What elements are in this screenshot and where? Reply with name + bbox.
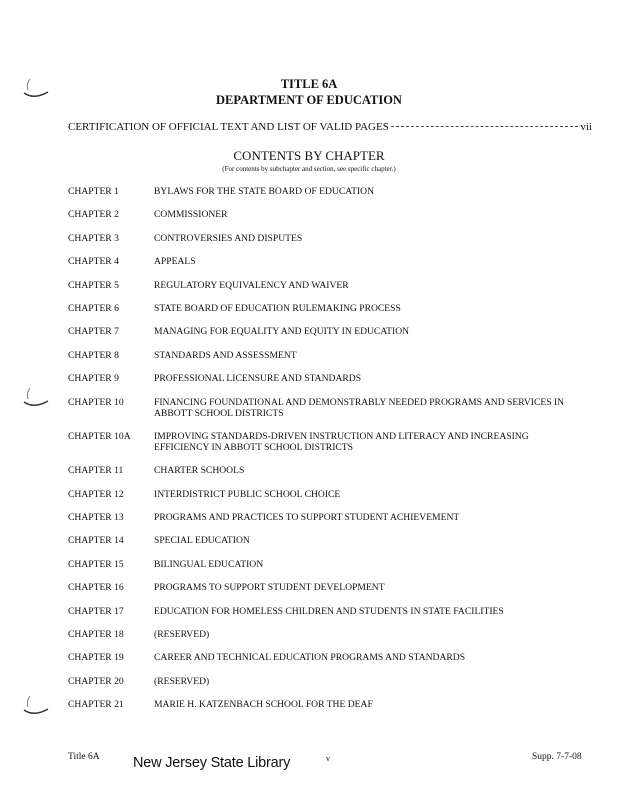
chapter-number: CHAPTER 1 xyxy=(68,186,119,197)
chapter-number: CHAPTER 16 xyxy=(68,582,124,594)
chapter-entry xyxy=(68,186,598,197)
library-stamp: New Jersey State Library xyxy=(133,755,291,771)
chapter-title: MANAGING FOR EQUALITY AND EQUITY IN EDUCATION xyxy=(154,326,410,338)
chapter-title: STATE BOARD OF EDUCATION RULEMAKING PROCESS xyxy=(154,302,401,314)
chapter-title: PROGRAMS TO SUPPORT STUDENT DEVELOPMENT xyxy=(154,582,385,594)
document-subtitle: DEPARTMENT OF EDUCATION xyxy=(216,93,402,107)
binder-hole-mark-icon xyxy=(20,385,50,415)
chapter-number: CHAPTER 13 xyxy=(68,512,124,524)
chapter-title: APPEALS xyxy=(154,256,196,268)
document-title: TITLE 6A xyxy=(280,77,338,91)
chapter-number: CHAPTER 6 xyxy=(68,302,119,314)
supplement-date: Supp. 7-7-08 xyxy=(532,752,582,762)
chapter-title: CONTROVERSIES AND DISPUTES xyxy=(154,232,303,244)
chapter-number: CHAPTER 15 xyxy=(68,558,124,570)
certification-text: CERTIFICATION OF OFFICIAL TEXT AND LIST OF VALID PAGES xyxy=(68,121,389,133)
chapter-entry xyxy=(68,373,598,384)
chapter-entry xyxy=(68,350,598,361)
chapter-number: CHAPTER 11 xyxy=(68,465,124,477)
chapter-entry xyxy=(68,209,598,220)
chapter-number: CHAPTER 10A xyxy=(68,430,131,442)
chapter-title: STANDARDS AND ASSESSMENT xyxy=(154,349,297,361)
chapter-entry xyxy=(68,582,598,593)
chapter-number: CHAPTER 9 xyxy=(68,373,119,385)
chapter-entry xyxy=(68,652,598,663)
certification-entry xyxy=(68,121,592,133)
chapter-number: CHAPTER 18 xyxy=(68,629,124,641)
chapter-number: CHAPTER 3 xyxy=(68,232,119,244)
chapter-title: BYLAWS FOR THE STATE BOARD OF EDUCATION xyxy=(154,186,375,197)
chapter-number: CHAPTER 12 xyxy=(68,488,124,500)
page-number: v xyxy=(326,754,330,763)
chapter-number: CHAPTER 19 xyxy=(68,652,124,664)
chapter-title: BILINGUAL EDUCATION xyxy=(154,558,264,570)
chapter-entry xyxy=(68,233,598,244)
chapter-title: CAREER AND TECHNICAL EDUCATION PROGRAMS AND STANDARDS xyxy=(154,652,466,664)
chapter-entry xyxy=(68,606,598,617)
chapter-title: (RESERVED) xyxy=(154,675,210,687)
chapter-number: CHAPTER 10 xyxy=(68,396,124,408)
chapter-entry xyxy=(68,629,598,640)
chapter-entry xyxy=(68,676,598,687)
chapter-entry xyxy=(68,256,598,267)
chapter-title: INTERDISTRICT PUBLIC SCHOOL CHOICE xyxy=(154,488,341,500)
chapter-entry xyxy=(68,489,598,500)
chapter-title: COMMISSIONER xyxy=(154,209,228,221)
chapter-title: PROGRAMS AND PRACTICES TO SUPPORT STUDENT ACHIEVEMENT xyxy=(154,512,460,524)
chapter-number: CHAPTER 20 xyxy=(68,675,124,687)
chapter-title: (RESERVED) xyxy=(154,629,210,641)
chapter-title: SPECIAL EDUCATION xyxy=(154,535,250,547)
chapter-entry xyxy=(68,559,598,570)
chapter-title: FINANCING FOUNDATIONAL AND DEMONSTRABLY NEEDED PROGRAMS AND SERVICES IN ABBOTT SCHOOL DISTRICTS xyxy=(154,396,565,419)
chapter-entry xyxy=(68,280,598,291)
footer-title: Title 6A xyxy=(68,752,100,762)
chapter-title: REGULATORY EQUIVALENCY AND WAIVER xyxy=(154,279,349,291)
chapter-title: CHARTER SCHOOLS xyxy=(154,465,245,477)
chapter-number: CHAPTER 17 xyxy=(68,605,124,617)
binder-hole-mark-icon xyxy=(20,693,50,723)
chapter-number: CHAPTER 7 xyxy=(68,326,119,338)
chapter-title: EDUCATION FOR HOMELESS CHILDREN AND STUDENTS IN STATE FACILITIES xyxy=(154,605,504,617)
chapter-entry xyxy=(68,397,598,419)
chapter-number: CHAPTER 2 xyxy=(68,209,119,221)
chapter-list xyxy=(68,186,598,723)
chapter-entry xyxy=(68,465,598,476)
contents-heading: CONTENTS BY CHAPTER xyxy=(233,148,385,163)
chapter-number: CHAPTER 8 xyxy=(68,349,119,361)
chapter-number: CHAPTER 4 xyxy=(68,256,119,268)
contents-note: (For contents by subchapter and section, see specific chapter.) xyxy=(222,165,396,173)
chapter-entry xyxy=(68,512,598,523)
chapter-entry xyxy=(68,326,598,337)
chapter-title: PROFESSIONAL LICENSURE AND STANDARDS xyxy=(154,373,362,385)
chapter-number: CHAPTER 5 xyxy=(68,279,119,291)
certification-page-number: vii xyxy=(580,121,592,133)
chapter-entry xyxy=(68,535,598,546)
leader-line xyxy=(391,126,579,127)
chapter-entry xyxy=(68,431,598,453)
chapter-number: CHAPTER 21 xyxy=(68,699,124,711)
chapter-entry xyxy=(68,303,598,314)
chapter-title: MARIE H. KATZENBACH SCHOOL FOR THE DEAF xyxy=(154,699,373,711)
chapter-title: IMPROVING STANDARDS-DRIVEN INSTRUCTION AND LITERACY AND INCREASING EFFICIENCY IN ABBOTT SCHOOL DISTRICTS xyxy=(154,430,529,453)
chapter-number: CHAPTER 14 xyxy=(68,535,124,547)
chapter-entry xyxy=(68,699,598,710)
title-block xyxy=(0,76,618,108)
